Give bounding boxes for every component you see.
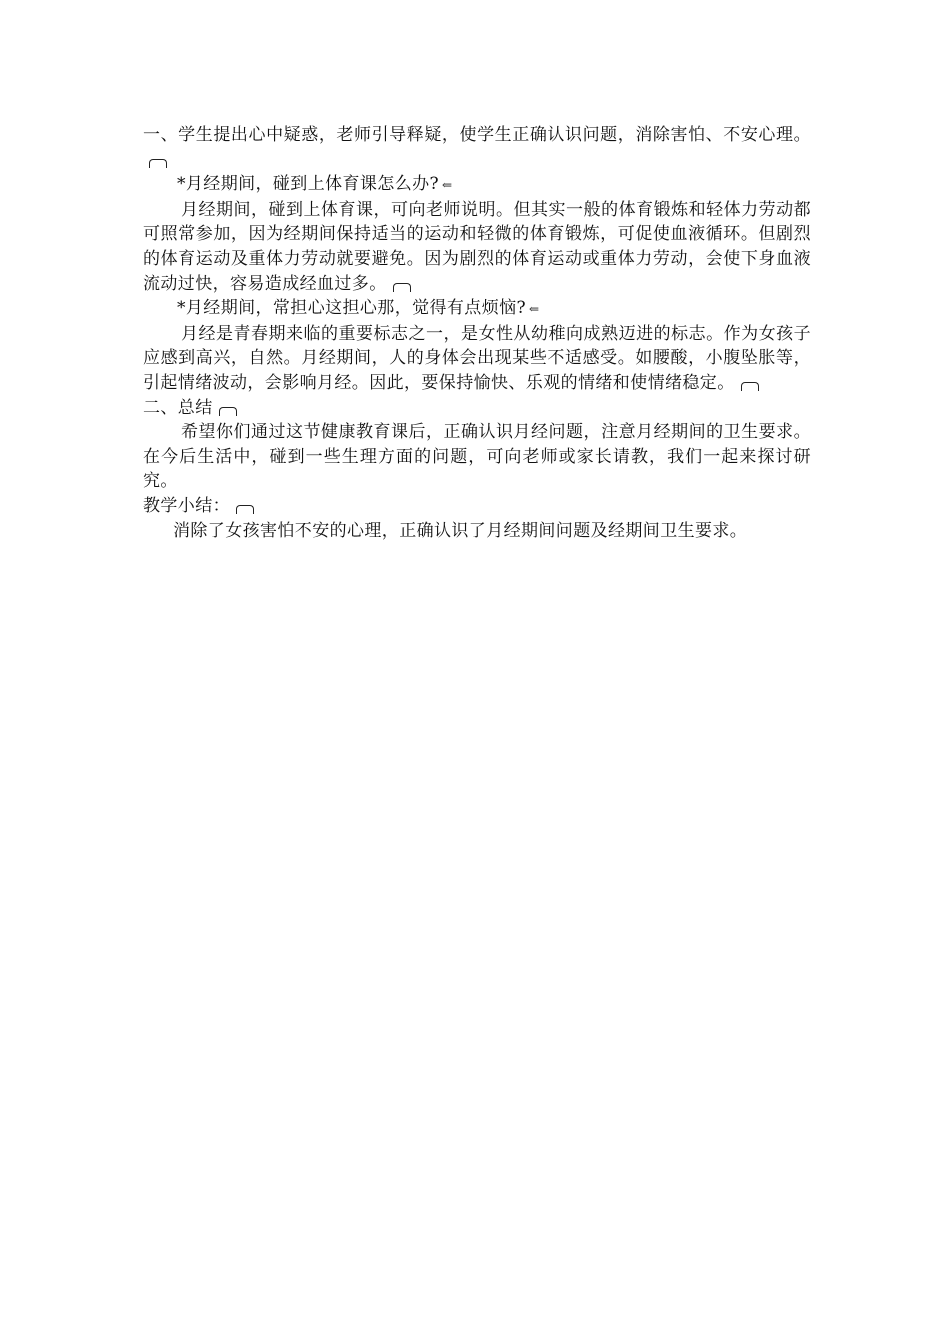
section-heading-2 [143, 396, 811, 421]
list-mark-icon: ⇐ [529, 302, 540, 317]
lesson-summary-heading [143, 494, 811, 519]
paragraph-text: 消除了女孩害怕不安的心理，正确认识了月经期间问题及经期间卫生要求。 [173, 520, 748, 541]
question-2 [143, 296, 811, 322]
paragraph-mark-icon [236, 505, 254, 514]
section-heading-1 [143, 123, 811, 172]
answer-1 [143, 198, 811, 296]
question-1 [143, 172, 811, 198]
answer-2 [143, 322, 811, 396]
paragraph-mark-icon [393, 283, 411, 292]
paragraph-mark-icon [149, 159, 167, 168]
document-page [143, 123, 811, 543]
paragraph-text: 月经期间，碰到上体育课，可向老师说明。但其实一般的体育锻炼和轻体力劳动都可照常参加，因为经期间保持适当的运动和轻微的体育锻炼，可促使血液循环。但剧烈的体育运动及重体力劳动就要避免。因为剧烈的体育运动或重体力劳动，会使下身血液流动过快，容易造成经血过多。 [143, 199, 811, 294]
lesson-summary-text [143, 519, 811, 544]
paragraph-text: 月经是青春期来临的重要标志之一，是女性从幼稚向成熟迈进的标志。作为女孩子应感到高兴，自然。月经期间，人的身体会出现某些不适感受。如腰酸，小腹坠胀等，引起情绪波动，会影响月经。因此，要保持愉快、乐观的情绪和使情绪稳定。 [143, 323, 811, 393]
paragraph-text: *月经期间，常担心这担心那，觉得有点烦恼? [177, 298, 527, 319]
paragraph-text: *月经期间，碰到上体育课怎么办? [177, 174, 440, 195]
paragraph-text: 教学小结： [143, 495, 230, 516]
paragraph-mark-icon [741, 382, 759, 391]
paragraph-text: 一、学生提出心中疑惑，老师引导释疑，使学生正确认识问题，消除害怕、不安心理。 [143, 125, 811, 145]
summary-paragraph [143, 420, 811, 494]
list-mark-icon: ⇐ [442, 178, 453, 193]
paragraph-text: 希望你们通过这节健康教育课后，正确认识月经问题，注意月经期间的卫生要求。在今后生活中，碰到一些生理方面的问题，可向老师或家长请教，我们一起来探讨研究。 [143, 422, 811, 492]
paragraph-text: 二、总结 [143, 397, 213, 418]
paragraph-mark-icon [219, 407, 237, 416]
